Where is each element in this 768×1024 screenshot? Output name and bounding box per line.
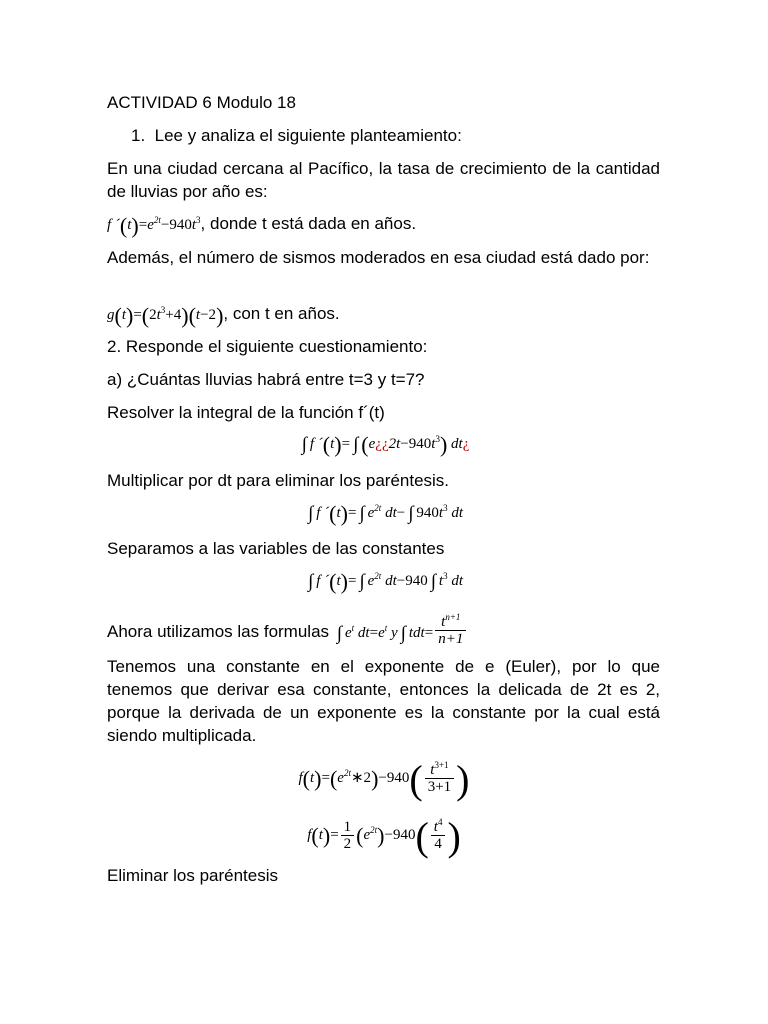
equation-result-1: $f(t)=(e^{2t}∗2)-940$( $\frac{t^{3+1}}{3+1}$ ) [298,757,470,802]
equation-line-2 [107,302,660,327]
paragraph-earthquakes: Además, el número de sismos moderados en esa ciudad está dado por: [107,248,650,267]
section-2-heading: 2. Responde el siguiente cuestionamiento: [107,337,428,356]
equation-result-2: f(t)= $\frac{1}{2}$ $(e^{2t})-940$( $\frac{t^4}{4}$ ) [307,814,461,859]
step-remove-parentheses: Eliminar los paréntesis [107,866,279,885]
step-formulas [107,614,660,647]
equation-integral-1: ∫ f ´(t)= ∫ $(e¿¿2t-940t^3)$ dt¿ [301,432,470,457]
document-title: ACTIVIDAD 6 Modulo 18 [107,93,296,112]
list-number: 1. [131,126,146,145]
equation-integral-3: ∫ f ´(t)= ∫ $e^{2t}$ dt−940 ∫ $t^3$ dt [307,569,464,594]
equation-formulas: ∫ $e^t$ $dt=e^t$ y ∫ tdt= $\frac{t^{n+1}}{n+1}$ [334,625,469,641]
equation-line-1 [107,212,660,237]
question-a: a) ¿Cuántas lluvias habrá entre t=3 y t=7? [107,370,425,389]
step-formulas-text: Ahora utilizamos las formulas [107,622,330,641]
paragraph-euler: Tenemos una constante en el exponente de e (Euler), por lo que tenemos que derivar esa constante, entonces la delicada de 2t es 2, porque la derivada de un exponente es la constante por la cual está siendo multiplicada. [107,657,660,745]
list-text: Lee y analiza el siguiente planteamiento: [154,126,462,145]
step-multiply-dt: Multiplicar por dt para eliminar los paréntesis. [107,471,450,490]
list-item-1 [131,124,660,147]
paragraph-rain-rate: En una ciudad cercana al Pacífico, la tasa de crecimiento de la cantidad de lluvias por año es: [107,159,660,201]
equation-suffix: , con t en años. [223,304,340,323]
step-separate: Separamos a las variables de las constantes [107,539,445,558]
equation-suffix: , donde t está dada en años. [200,214,417,233]
equation-g: $g(t)=(2t^3+4)(t-2)$ [107,303,224,328]
step-integral: Resolver la integral de la función f´(t) [107,403,385,422]
equation-f-prime: f $´(t)=e^{2t}-940t^3$ [107,213,201,238]
equation-integral-2: ∫ f ´(t)= ∫ $e^{2t}$ dt− ∫ $940t^3$ dt [307,501,464,526]
